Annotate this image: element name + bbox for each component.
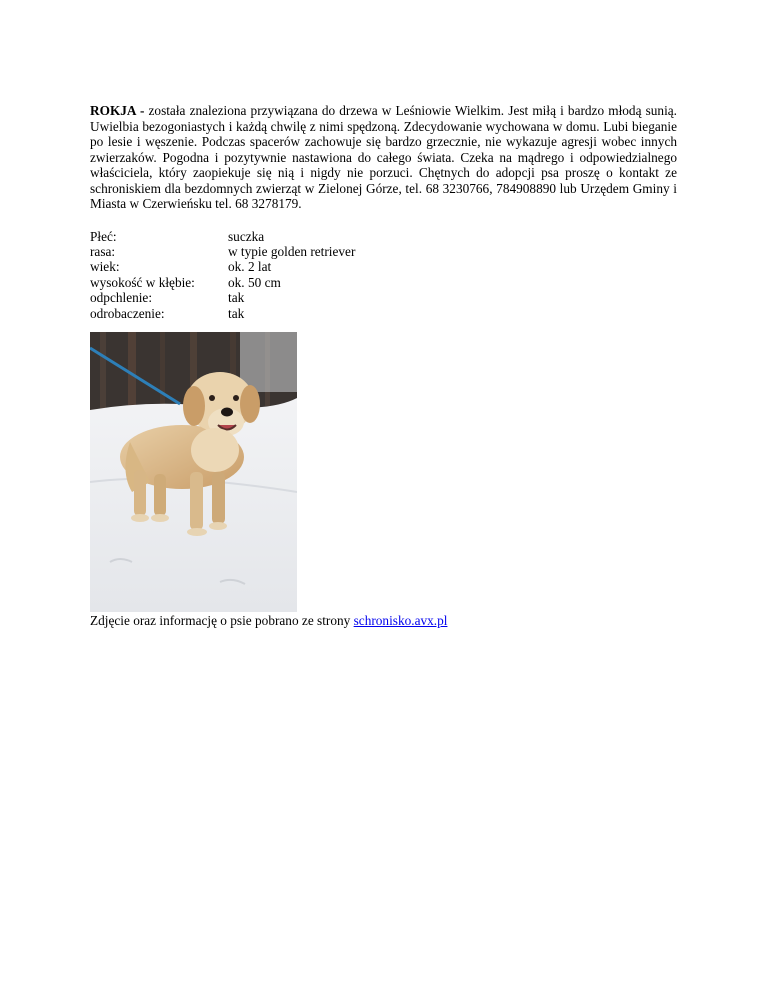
detail-label: wysokość w kłębie: bbox=[90, 274, 195, 290]
detail-row-breed bbox=[90, 244, 355, 259]
detail-value: ok. 50 cm bbox=[228, 274, 281, 290]
source-link[interactable]: schronisko.avx.pl bbox=[353, 612, 448, 628]
dog-photo bbox=[90, 332, 297, 612]
detail-row-age bbox=[90, 259, 355, 274]
photo-caption bbox=[90, 613, 677, 629]
detail-value: ok. 2 lat bbox=[228, 259, 272, 275]
detail-label: rasa: bbox=[90, 243, 116, 259]
detail-label: wiek: bbox=[90, 259, 120, 275]
detail-value: suczka bbox=[228, 228, 265, 244]
dog-name-separator: - bbox=[135, 103, 149, 118]
dog-details-table bbox=[90, 229, 355, 321]
detail-label: odpchlenie: bbox=[90, 290, 153, 306]
caption-text: Zdjęcie oraz informację o psie pobrano ze strony bbox=[90, 612, 354, 628]
detail-row-deworming bbox=[90, 306, 355, 321]
dog-description: została znaleziona przywiązana do drzewa w Leśniowie Wielkim. Jest miłą i bardzo młodą sunią. Uwielbia bezogoniastych i każdą chwilę z nimi spędzoną. Zdecydowanie wychowana w domu. Lubi bieganie po lesie i węszenie. Podczas spacerów zachowuje się bardzo grzecznie, nie wykazuje agresji wobec innych zwierzaków. Pogodna i pozytywnie nastawiona do całego świata. Czeka na mądrego i odpowiedzialnego właściciela, który zaopiekuje się nią i nigdy nie porzuci. Chętnych do adopcji psa proszę o kontakt ze schroniskiem dla bezdomnych zwierząt w Zielonej Górze, tel. 68 3230766, 784908890 lub Urzędem Gminy i Miasta w Czerwieńsku tel. 68 3278179. bbox=[90, 103, 678, 211]
detail-row-flea-treatment bbox=[90, 290, 355, 305]
detail-value: w typie golden retriever bbox=[228, 243, 356, 259]
detail-label: Płeć: bbox=[90, 228, 117, 244]
dog-description-paragraph bbox=[90, 103, 677, 212]
detail-row-height bbox=[90, 275, 355, 290]
detail-value: tak bbox=[228, 290, 245, 306]
dog-name: ROKJA bbox=[90, 103, 136, 118]
document-page bbox=[90, 103, 677, 629]
detail-row-sex bbox=[90, 229, 355, 244]
detail-label: odrobaczenie: bbox=[90, 305, 165, 321]
detail-value: tak bbox=[228, 305, 245, 321]
